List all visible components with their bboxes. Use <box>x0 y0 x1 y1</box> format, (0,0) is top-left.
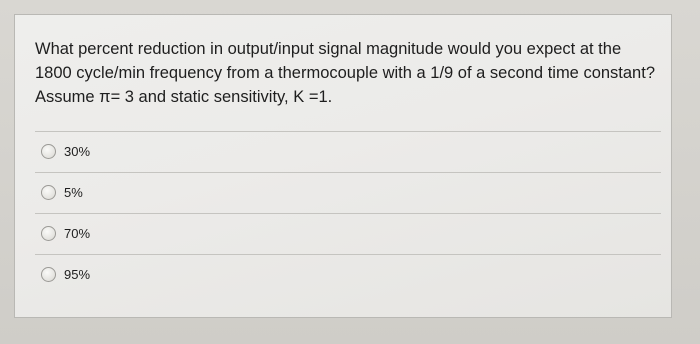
radio-button[interactable] <box>41 226 56 241</box>
radio-button[interactable] <box>41 267 56 282</box>
answer-option-label[interactable]: 5% <box>64 185 83 200</box>
answer-option-95[interactable] <box>15 255 671 295</box>
answer-options <box>15 131 671 295</box>
question-card <box>14 14 672 318</box>
radio-button[interactable] <box>41 185 56 200</box>
radio-button[interactable] <box>41 144 56 159</box>
answer-option-70[interactable] <box>15 214 671 254</box>
answer-option-label[interactable]: 30% <box>64 144 91 159</box>
answer-option-label[interactable]: 95% <box>64 267 91 282</box>
question-text: What percent reduction in output/input signal magnitude would you expect at the 1800 cycle/min frequency from a thermocouple with a 1/9 of a second time constant? Assume π= 3 and static sensitivity, K =1. <box>35 40 655 106</box>
answer-option-label[interactable]: 70% <box>64 226 91 241</box>
answer-option-5[interactable] <box>15 173 671 213</box>
answer-option-30[interactable] <box>15 132 671 172</box>
